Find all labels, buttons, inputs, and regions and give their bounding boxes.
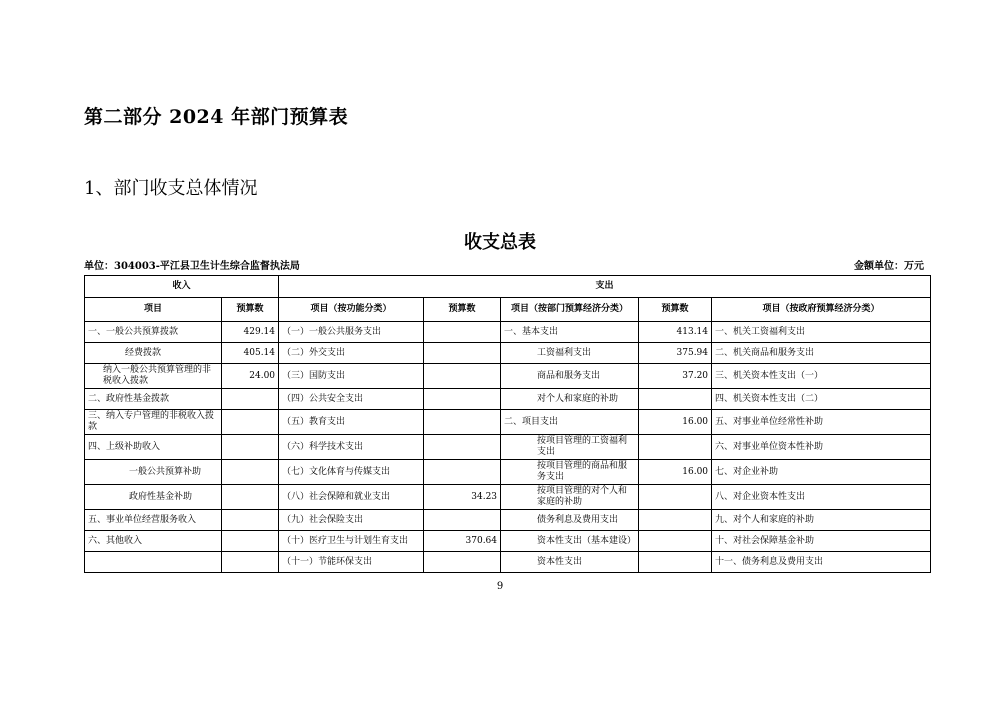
item-cell: 五、事业单位经营服务收入 bbox=[85, 510, 222, 531]
item-cell: 二、项目支出 bbox=[501, 410, 639, 435]
item-cell: （一）一般公共服务支出 bbox=[279, 322, 424, 343]
item-cell: 二、政府性基金拨款 bbox=[85, 389, 222, 410]
item-cell: 八、对企业资本性支出 bbox=[712, 485, 931, 510]
budget-value-cell bbox=[639, 435, 712, 460]
item-cell: 纳入一般公共预算管理的非税收入拨款 bbox=[85, 364, 222, 389]
budget-value-cell bbox=[222, 485, 279, 510]
unit-label: 单位：304003-平江县卫生计生综合监督执法局 bbox=[84, 261, 300, 272]
budget-value-cell: 405.14 bbox=[222, 343, 279, 364]
page-number: 9 bbox=[496, 581, 504, 592]
item-cell: 政府性基金补助 bbox=[85, 485, 222, 510]
item-cell: 七、对企业补助 bbox=[712, 460, 931, 485]
budget-value-cell bbox=[424, 343, 501, 364]
item-cell: 按项目管理的工资福利支出 bbox=[501, 435, 639, 460]
budget-value-cell bbox=[424, 389, 501, 410]
budget-value-cell bbox=[639, 552, 712, 573]
item-cell: （三）国防支出 bbox=[279, 364, 424, 389]
budget-value-cell: 24.00 bbox=[222, 364, 279, 389]
item-cell bbox=[85, 552, 222, 573]
table-row bbox=[85, 343, 931, 364]
table-row bbox=[85, 364, 931, 389]
income-item-header: 项目 bbox=[85, 298, 222, 322]
item-cell: （九）社会保险支出 bbox=[279, 510, 424, 531]
budget-value-cell bbox=[639, 485, 712, 510]
budget-value-cell bbox=[222, 510, 279, 531]
table-row bbox=[85, 389, 931, 410]
budget-value-cell bbox=[424, 435, 501, 460]
item-cell: 五、对事业单位经常性补助 bbox=[712, 410, 931, 435]
gov-econ-item-header: 项目（按政府预算经济分类） bbox=[712, 298, 931, 322]
budget-value-cell bbox=[222, 552, 279, 573]
budget-value-cell bbox=[639, 531, 712, 552]
item-cell: （四）公共安全支出 bbox=[279, 389, 424, 410]
budget-value-cell bbox=[424, 460, 501, 485]
item-cell: （六）科学技术支出 bbox=[279, 435, 424, 460]
item-cell: 债务利息及费用支出 bbox=[501, 510, 639, 531]
item-cell: （十）医疗卫生与计划生育支出 bbox=[279, 531, 424, 552]
table-row bbox=[85, 460, 931, 485]
income-budget-header: 预算数 bbox=[222, 298, 279, 322]
budget-value-cell: 16.00 bbox=[639, 460, 712, 485]
budget-value-cell bbox=[424, 322, 501, 343]
item-cell: 六、对事业单位资本性补助 bbox=[712, 435, 931, 460]
budget-summary-table bbox=[84, 275, 931, 573]
item-cell: 二、机关商品和服务支出 bbox=[712, 343, 931, 364]
dept-econ-item-header: 项目（按部门预算经济分类） bbox=[501, 298, 639, 322]
item-cell: 三、纳入专户管理的非税收入拨款 bbox=[85, 410, 222, 435]
item-cell: （十一）节能环保支出 bbox=[279, 552, 424, 573]
item-cell: 四、机关资本性支出（二） bbox=[712, 389, 931, 410]
budget-value-cell bbox=[222, 389, 279, 410]
item-cell: （五）教育支出 bbox=[279, 410, 424, 435]
budget-value-cell bbox=[639, 389, 712, 410]
item-cell: 十、对社会保障基金补助 bbox=[712, 531, 931, 552]
budget-value-cell: 370.64 bbox=[424, 531, 501, 552]
item-cell: （二）外交支出 bbox=[279, 343, 424, 364]
amount-unit-label: 金额单位：万元 bbox=[854, 261, 924, 272]
part-title: 第二部分 2024 年部门预算表 bbox=[84, 106, 349, 128]
table-row bbox=[85, 510, 931, 531]
item-cell: 一、一般公共预算拨款 bbox=[85, 322, 222, 343]
budget-value-cell: 16.00 bbox=[639, 410, 712, 435]
item-cell: 一、机关工资福利支出 bbox=[712, 322, 931, 343]
item-cell: 四、上级补助收入 bbox=[85, 435, 222, 460]
budget-value-cell bbox=[424, 510, 501, 531]
table-row bbox=[85, 552, 931, 573]
budget-value-cell bbox=[222, 410, 279, 435]
item-cell: （八）社会保障和就业支出 bbox=[279, 485, 424, 510]
budget-value-cell bbox=[222, 531, 279, 552]
item-cell: 三、机关资本性支出（一） bbox=[712, 364, 931, 389]
item-cell: （七）文化体育与传媒支出 bbox=[279, 460, 424, 485]
item-cell: 工资福利支出 bbox=[501, 343, 639, 364]
budget-value-cell: 375.94 bbox=[639, 343, 712, 364]
item-cell: 商品和服务支出 bbox=[501, 364, 639, 389]
budget-value-cell: 37.20 bbox=[639, 364, 712, 389]
function-budget-header: 预算数 bbox=[424, 298, 501, 322]
income-group-header: 收入 bbox=[85, 276, 279, 298]
budget-value-cell: 34.23 bbox=[424, 485, 501, 510]
expense-group-header: 支出 bbox=[279, 276, 931, 298]
budget-value-cell bbox=[222, 460, 279, 485]
budget-value-cell bbox=[424, 410, 501, 435]
table-title: 收支总表 bbox=[464, 232, 536, 253]
item-cell: 经费拨款 bbox=[85, 343, 222, 364]
budget-value-cell bbox=[639, 510, 712, 531]
table-row bbox=[85, 485, 931, 510]
budget-value-cell: 413.14 bbox=[639, 322, 712, 343]
item-cell: 按项目管理的对个人和家庭的补助 bbox=[501, 485, 639, 510]
table-row bbox=[85, 435, 931, 460]
budget-value-cell bbox=[424, 552, 501, 573]
item-cell: 资本性支出（基本建设） bbox=[501, 531, 639, 552]
budget-value-cell: 429.14 bbox=[222, 322, 279, 343]
item-cell: 十一、债务利息及费用支出 bbox=[712, 552, 931, 573]
table-row bbox=[85, 410, 931, 435]
section-title: 1、部门收支总体情况 bbox=[84, 178, 258, 199]
table-row bbox=[85, 322, 931, 343]
item-cell: 九、对个人和家庭的补助 bbox=[712, 510, 931, 531]
item-cell: 一般公共预算补助 bbox=[85, 460, 222, 485]
table-row bbox=[85, 531, 931, 552]
budget-value-cell bbox=[222, 435, 279, 460]
dept-econ-budget-header: 预算数 bbox=[639, 298, 712, 322]
item-cell: 资本性支出 bbox=[501, 552, 639, 573]
item-cell: 对个人和家庭的补助 bbox=[501, 389, 639, 410]
item-cell: 六、其他收入 bbox=[85, 531, 222, 552]
item-cell: 按项目管理的商品和服务支出 bbox=[501, 460, 639, 485]
item-cell: 一、基本支出 bbox=[501, 322, 639, 343]
budget-value-cell bbox=[424, 364, 501, 389]
function-item-header: 项目（按功能分类） bbox=[279, 298, 424, 322]
